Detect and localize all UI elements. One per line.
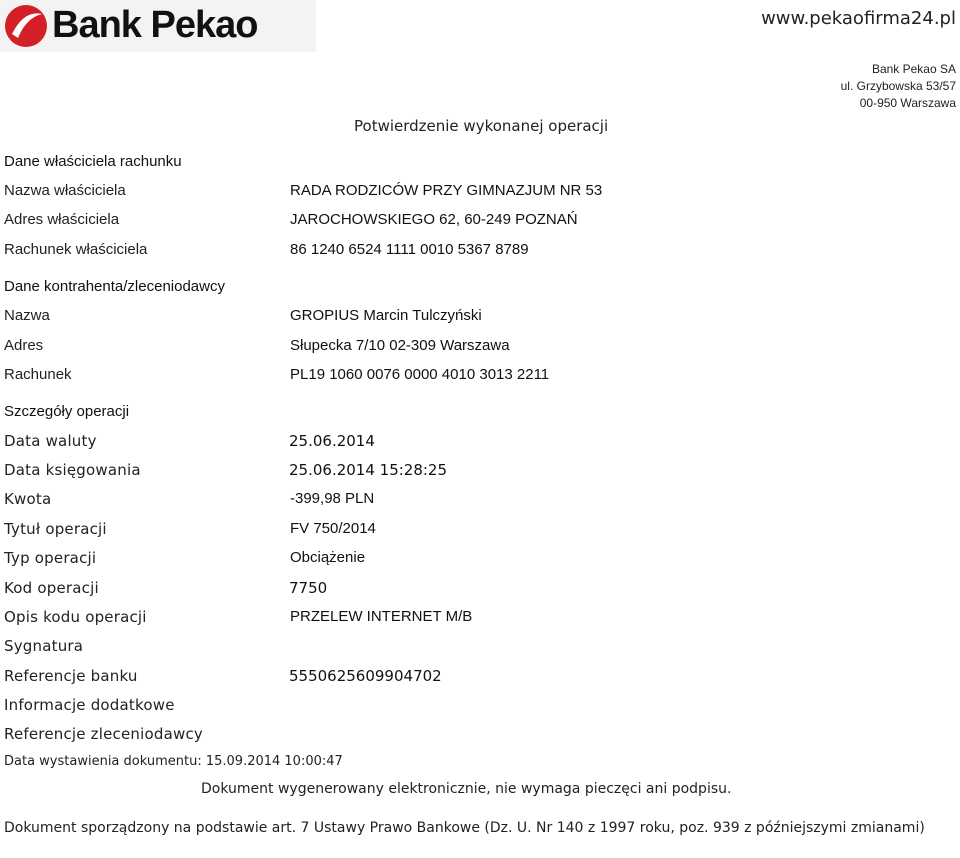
operation-title-value: FV 750/2014 [290,520,376,537]
counterparty-name-value: GROPIUS Marcin Tulczyński [290,307,482,324]
amount-value: -399,98 PLN [290,490,375,507]
bank-street: ul. Grzybowska 53/57 [840,79,956,93]
owner-name-label: Nazwa właściciela [4,182,126,199]
bank-reference-value: 5550625609904702 [289,667,442,685]
owner-address-label: Adres właściciela [4,211,120,228]
bank-city: 00-950 Warszawa [859,96,956,110]
counterparty-account-value: PL19 1060 0076 0000 4010 3013 2211 [290,366,550,383]
signature-label: Sygnatura [4,637,84,655]
owner-account-label: Rachunek właściciela [4,241,148,258]
website-url: www.pekaofirma24.pl [761,8,956,29]
operation-type-label: Typ operacji [4,549,97,567]
counterparty-address-label: Adres [4,337,44,354]
owner-section-heading: Dane właściciela rachunku [4,153,182,170]
owner-address-value: JAROCHOWSKIEGO 62, 60-249 POZNAŃ [290,211,578,228]
amount-label: Kwota [4,490,52,508]
bank-logo-text: Bank Pekao [52,4,258,46]
booking-date-label: Data księgowania [4,461,141,479]
value-date-label: Data waluty [4,432,97,450]
bank-name: Bank Pekao SA [871,62,956,76]
operation-code-value: 7750 [289,579,328,597]
operation-type-value: Obciążenie [290,549,366,566]
value-date: 25.06.2014 [289,432,375,450]
details-section-heading: Szczegóły operacji [4,403,130,420]
counterparty-section-heading: Dane kontrahenta/zleceniodawcy [4,278,225,295]
booking-date: 25.06.2014 15:28:25 [289,461,448,479]
legal-basis-note: Dokument sporządzony na podstawie art. 7 Ustawy Prawo Bankowe (Dz. U. Nr 140 z 1997 roku, poz. 939 z późniejszymi zmianami) [4,820,925,836]
bank-logo [0,0,316,52]
counterparty-name-label: Nazwa [4,307,50,324]
counterparty-address-value: Słupecka 7/10 02-309 Warszawa [290,337,510,354]
operation-code-description-label: Opis kodu operacji [4,608,147,626]
bank-reference-label: Referencje banku [4,667,138,685]
operation-code-description-value: PRZELEW INTERNET M/B [290,608,473,625]
ordering-reference-label: Referencje zleceniodawcy [4,725,203,743]
additional-info-label: Informacje dodatkowe [4,696,175,714]
owner-name-value: RADA RODZICÓW PRZY GIMNAZJUM NR 53 [290,182,603,199]
counterparty-account-label: Rachunek [4,366,72,383]
document-title: Potwierdzenie wykonanej operacji [354,117,609,135]
bank-logo-icon [4,4,48,48]
issue-date: Data wystawienia dokumentu: 15.09.2014 10:00:47 [4,754,343,769]
electronic-document-note: Dokument wygenerowany elektronicznie, nie wymaga pieczęci ani podpisu. [201,781,732,797]
owner-account-value: 86 1240 6524 1111 0010 5367 8789 [290,241,529,258]
operation-code-label: Kod operacji [4,579,99,597]
operation-title-label: Tytuł operacji [4,520,107,538]
